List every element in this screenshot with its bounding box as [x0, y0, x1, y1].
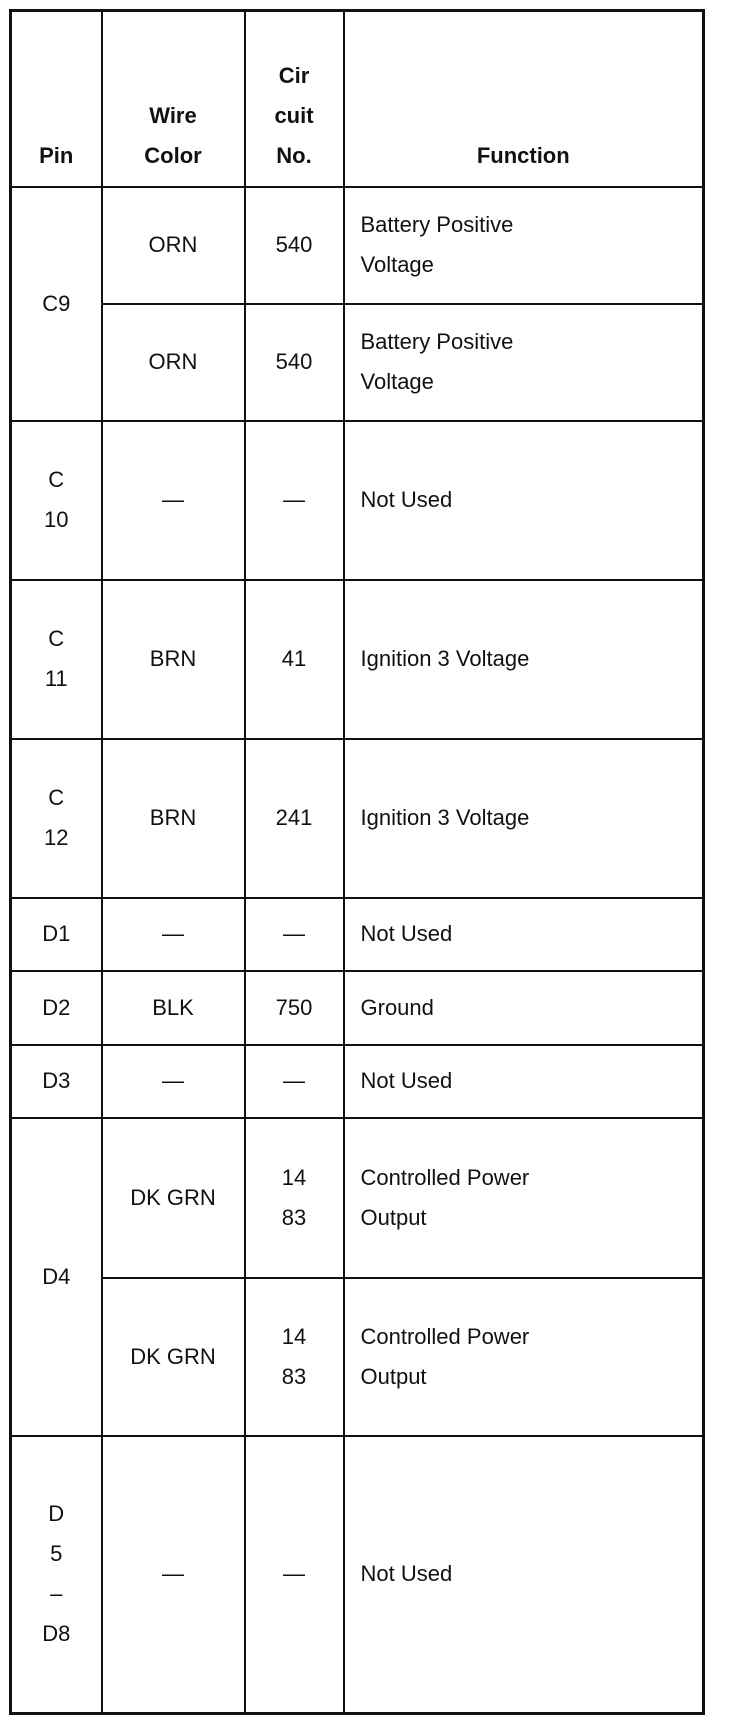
wire-color-cell: — — [102, 1045, 245, 1118]
function-cell: Not Used — [344, 1045, 704, 1118]
function-cell: Ground — [344, 971, 704, 1045]
function-cell: Controlled Power Output — [344, 1118, 704, 1278]
header-pin: Pin — [11, 11, 102, 187]
circuit-cell: 540 — [245, 187, 344, 304]
pin-cell: D1 — [11, 898, 102, 971]
pinout-table-container — [9, 9, 705, 1715]
circuit-cell: 750 — [245, 971, 344, 1045]
wire-color-cell: DK GRN — [102, 1118, 245, 1278]
function-cell: Not Used — [344, 1436, 704, 1714]
pin-cell: D 5 – D8 — [11, 1436, 102, 1714]
circuit-cell: — — [245, 421, 344, 580]
pin-cell: C 10 — [11, 421, 102, 580]
circuit-cell: — — [245, 1045, 344, 1118]
pin-cell: C9 — [11, 187, 102, 421]
table-row — [11, 898, 704, 971]
table-row — [11, 1118, 704, 1278]
table-row — [11, 739, 704, 898]
table-row — [11, 187, 704, 304]
wire-color-cell: DK GRN — [102, 1278, 245, 1436]
table-row — [11, 421, 704, 580]
table-row — [11, 1045, 704, 1118]
table-row — [11, 304, 704, 421]
table-row — [11, 1278, 704, 1436]
connector-pinout-table — [9, 9, 705, 1715]
wire-color-cell: ORN — [102, 187, 245, 304]
circuit-cell: — — [245, 1436, 344, 1714]
function-cell: Not Used — [344, 421, 704, 580]
function-cell: Controlled Power Output — [344, 1278, 704, 1436]
pin-cell: C 11 — [11, 580, 102, 739]
function-cell: Not Used — [344, 898, 704, 971]
table-row — [11, 1436, 704, 1714]
wire-color-cell: ORN — [102, 304, 245, 421]
circuit-cell: — — [245, 898, 344, 971]
pin-cell: C 12 — [11, 739, 102, 898]
table-row — [11, 580, 704, 739]
circuit-cell: 241 — [245, 739, 344, 898]
function-cell: Battery Positive Voltage — [344, 187, 704, 304]
circuit-cell: 41 — [245, 580, 344, 739]
wire-color-cell: BRN — [102, 739, 245, 898]
wire-color-cell: — — [102, 421, 245, 580]
function-cell: Ignition 3 Voltage — [344, 739, 704, 898]
wire-color-cell: BRN — [102, 580, 245, 739]
pin-cell: D2 — [11, 971, 102, 1045]
header-circuit-no: Cir cuit No. — [245, 11, 344, 187]
function-cell: Ignition 3 Voltage — [344, 580, 704, 739]
table-row — [11, 971, 704, 1045]
wire-color-cell: BLK — [102, 971, 245, 1045]
function-cell: Battery Positive Voltage — [344, 304, 704, 421]
circuit-cell: 540 — [245, 304, 344, 421]
pin-cell: D4 — [11, 1118, 102, 1436]
wire-color-cell: — — [102, 898, 245, 971]
circuit-cell: 14 83 — [245, 1118, 344, 1278]
pin-cell: D3 — [11, 1045, 102, 1118]
header-function: Function — [344, 11, 704, 187]
circuit-cell: 14 83 — [245, 1278, 344, 1436]
wire-color-cell: — — [102, 1436, 245, 1714]
header-wire-color: Wire Color — [102, 11, 245, 187]
table-header-row — [11, 11, 704, 187]
